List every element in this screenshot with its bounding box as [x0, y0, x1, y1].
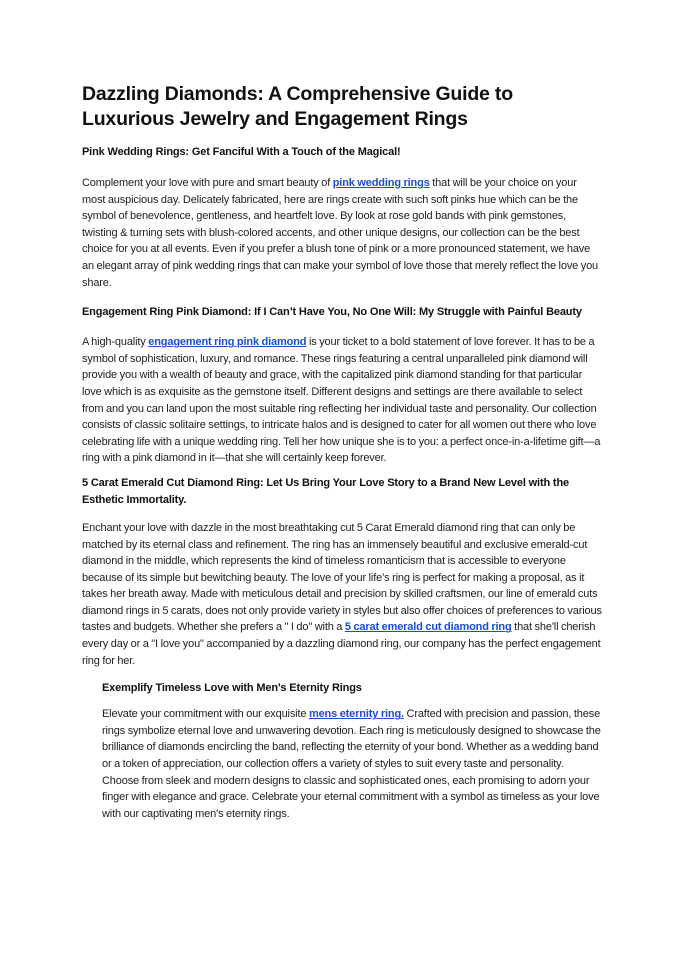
indented-section — [102, 680, 602, 822]
link-mens-eternity-ring[interactable]: mens eternity ring. — [308, 708, 404, 721]
paragraph-text: Elevate your commitment with our exquisite — [102, 708, 309, 721]
document-page — [82, 82, 602, 822]
section-heading-engagement-ring-pink-diamond: Engagement Ring Pink Diamond: If I Can’t Have You, No One Will: My Struggle with Painful Beauty — [82, 306, 582, 319]
paragraph-text: Enchant your love with dazzle in the most breathtaking cut 5 Carat Emerald diamond ring that can only be matched by its eternal class and refinement. The ring has an immensely beautiful and exclusive emerald-cut diamond in the middle, which represents the kind of timeless romanticism that is accessible to everyone because of its simple but bewitching beauty. The love of your life’s ring is perfect for making a proposal, as it takes her breath away. Made with meticulous detail and precision by skilled craftsmen, our line of emerald cuts diamond rings in 5 carats, does not only provide variety in styles but also offer choices of preferences to various tastes and budgets. Whether she prefers a " I do" with a — [82, 521, 602, 634]
section-paragraph-emerald-cut-ring — [82, 520, 602, 669]
paragraph-text: A high-quality — [82, 336, 149, 349]
paragraph-text: is your ticket to a bold statement of love forever. It has to be a symbol of sophistication, luxury, and romance. These rings featuring a central unparalleled pink diamond will provide you with a wealth of beauty and grace, with the capitalized pink diamond standing for that particular love which is as exquisite as the gemstone itself. Different designs and settings are there available to select from and you can land upon the most suitable ring reflecting her individual taste and personality. Our collection consists of classic solitaire settings, to intricate halos and is designed to cater for all women out there who love celebrating life with a unique wedding ring. Tell her how unique she is to you: a perfect once-in-a-lifetime gift—a ring with a pink diamond in it—that she will certainly keep forever. — [82, 336, 601, 465]
paragraph-text: Crafted with precision and passion, these rings symbolize eternal love and unwavering devotion. Each ring is meticulously designed to showcase the brilliance of diamonds encircling the band, reflecting the eternity of your bond. Whether as a wedding band or a token of appreciation, our collection offers a variety of styles to suit every taste and personality. Choose from sleek and modern designs to classic and sophisticated ones, each promising to adorn your finger with elegance and grace. Celebrate your eternal commitment with a symbol as timeless as your love with our captivating men's eternity rings. — [102, 708, 601, 820]
section-paragraph-pink-wedding-rings — [82, 175, 602, 291]
section-heading-pink-wedding-rings: Pink Wedding Rings: Get Fanciful With a Touch of the Magical! — [82, 146, 401, 158]
section-heading-emerald-cut-ring: 5 Carat Emerald Cut Diamond Ring: Let Us Bring Your Love Story to a Brand New Level with the Esthetic Immortality. — [82, 476, 569, 506]
link-engagement-ring-pink-diamond[interactable]: engagement ring pink diamond — [148, 336, 307, 349]
paragraph-text: that she'll cherish every day or a "I love you" accompanied by a dazzling diamond ring, our company has the perfect engagement ring for her. — [82, 621, 601, 667]
paragraph-text: Complement your love with pure and smart beauty of — [82, 177, 333, 189]
document-title: Dazzling Diamonds: A Comprehensive Guide to Luxurious Jewelry and Engagement Rings — [82, 83, 513, 130]
section-paragraph-engagement-ring-pink-diamond — [82, 334, 602, 467]
link-pink-wedding-rings[interactable]: pink wedding rings — [332, 177, 430, 189]
paragraph-text: that will be your choice on your most auspicious day. Delicately fabricated, here are rings create with such soft pinks hue which can be the symbol of benevolence, gentleness, and heartfelt love. By look at rose gold bands with pink gemstones, twisting & turning sets with blush-colored accents, and other unique designs, our collection can be the best choice for you at all events. Even if you prefer a blush tone of pink or a more pronounced statement, we have an elegant array of pink wedding rings that can make your symbol of love those that merely reflect the love you share. — [82, 177, 599, 289]
link-5-carat-emerald-cut-diamond-ring[interactable]: 5 carat emerald cut diamond ring — [344, 621, 512, 634]
section-paragraph-mens-eternity-rings — [102, 706, 602, 822]
section-heading-mens-eternity-rings: Exemplify Timeless Love with Men's Eternity Rings — [102, 682, 362, 695]
